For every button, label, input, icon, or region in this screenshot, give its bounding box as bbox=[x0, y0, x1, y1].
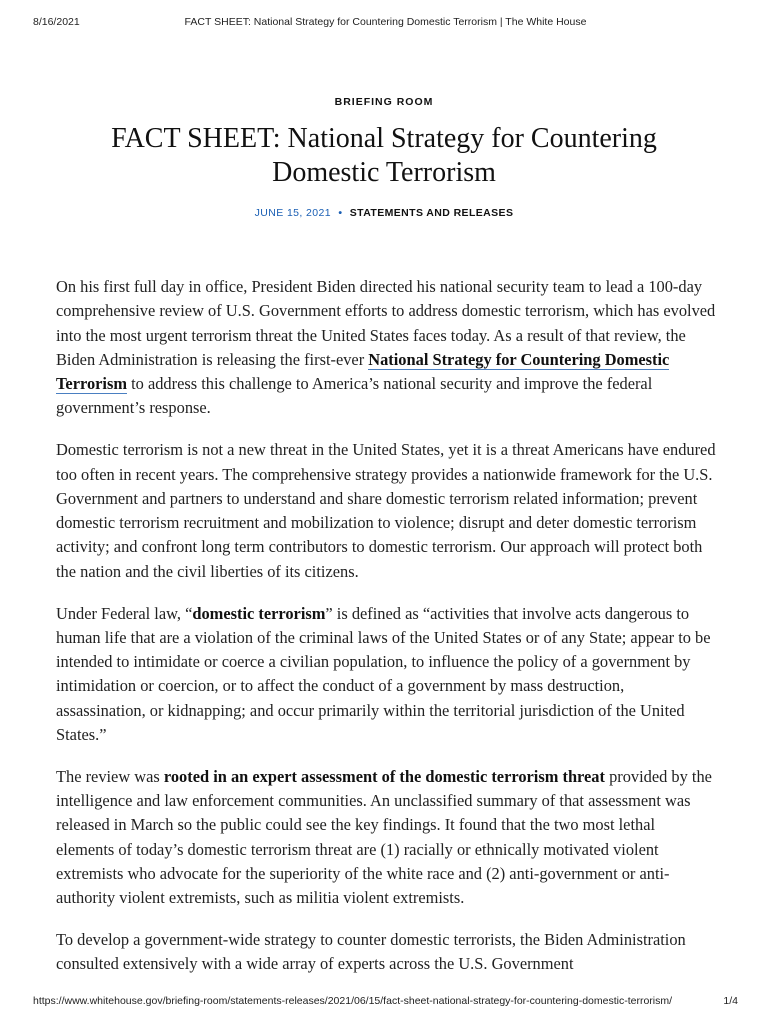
page-title: FACT SHEET: National Strategy for Countering Domestic Terrorism bbox=[111, 123, 657, 188]
category-link[interactable]: STATEMENTS AND RELEASES bbox=[349, 207, 514, 219]
page-number: 1/4 bbox=[723, 995, 738, 1007]
publish-date: JUNE 15, 2021 bbox=[254, 207, 332, 219]
section-kicker[interactable]: BRIEFING ROOM bbox=[334, 96, 434, 108]
paragraph-1: On his first full day in office, President Biden directed his national security team to lead a 100-day comprehensive review of U.S. Government efforts to address domestic terrorism, which has evolved into the most urgent terrorism threat the United States faces today. As a result of that review, the Biden Administration is releasing the first-ever National Strategy for Countering Domestic Terrorism to address this challenge to America’s national security and improve the federal government’s response. bbox=[56, 277, 716, 418]
strategy-link[interactable]: National Strategy for Countering Domestic Terrorism bbox=[56, 349, 670, 394]
bold-term: domestic terrorism bbox=[192, 603, 326, 623]
article-body bbox=[56, 275, 716, 994]
paragraph-3: Under Federal law, “domestic terrorism” is defined as “activities that involve acts dangerous to human life that are a violation of the criminal laws of the United States or of any State; appear to be intended to intimidate or coerce a civilian population, to influence the policy of a government by intimidation or coercion, or to affect the conduct of a government by mass destruction, assassination, or kidnapping; and occur primarily within the territorial jurisdiction of the United States.” bbox=[56, 603, 711, 745]
article-meta bbox=[0, 207, 768, 219]
bold-phrase: rooted in an expert assessment of the domestic terrorism threat bbox=[163, 766, 605, 786]
print-url: https://www.whitehouse.gov/briefing-room/statements-releases/2021/06/15/fact-sheet-national-strategy-for-countering-domestic-terrorism/ bbox=[33, 995, 673, 1007]
print-page-title: FACT SHEET: National Strategy for Countering Domestic Terrorism | The White House bbox=[184, 16, 587, 28]
paragraph-5: To develop a government-wide strategy to counter domestic terrorists, the Biden Administration consulted extensively with a wide array of experts across the U.S. Government bbox=[56, 930, 686, 974]
print-date: 8/16/2021 bbox=[33, 16, 80, 28]
meta-separator: • bbox=[338, 207, 343, 219]
print-header bbox=[33, 16, 738, 30]
paragraph-2: Domestic terrorism is not a new threat in the United States, yet it is a threat Americans have endured too often in recent years. The comprehensive strategy provides a nationwide framework for the U.S. Government and partners to understand and share domestic terrorism related information; prevent domestic terrorism recruitment and mobilization to violence; disrupt and deter domestic terrorism activity; and confront long term contributors to domestic terrorism. Our approach will protect both the nation and the civil liberties of its citizens. bbox=[56, 440, 716, 581]
print-footer bbox=[33, 995, 738, 1009]
paragraph-4: The review was rooted in an expert assessment of the domestic terrorism threat provided by the intelligence and law enforcement communities. An unclassified summary of that assessment was released in March so the public could see the key findings. It found that the two most lethal elements of today’s domestic terrorism threat are (1) racially or ethnically motivated violent extremists who advocate for the superiority of the white race and (2) anti-government or anti-authority violent extremists, such as militia violent extremists. bbox=[56, 766, 712, 908]
